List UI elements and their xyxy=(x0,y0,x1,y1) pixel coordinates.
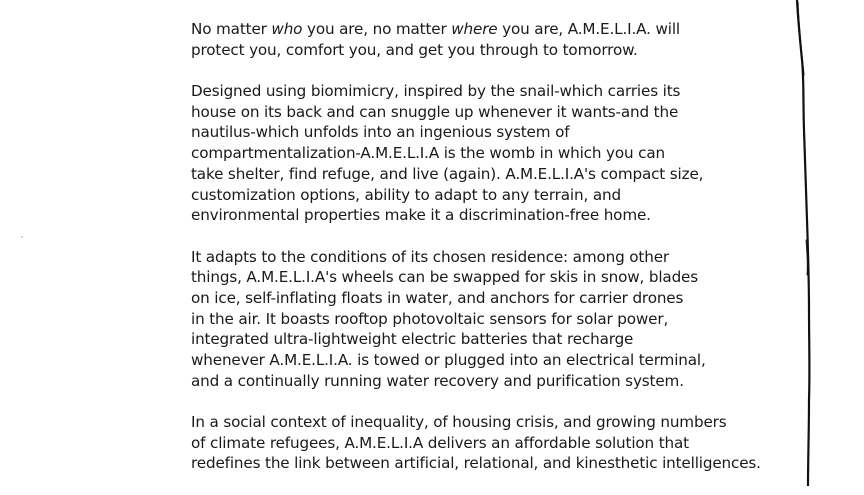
paragraph-line: take shelter, find refuge, and live (again). A.M.E.L.I.A's compact size, xyxy=(191,164,704,183)
body-text xyxy=(191,19,801,495)
paragraph-line: of climate refugees, A.M.E.L.I.A delivers an affordable solution that xyxy=(191,433,689,452)
intro-text: No matter xyxy=(191,20,272,38)
adaptation-paragraph xyxy=(191,247,801,392)
emphasis-who: who xyxy=(271,20,303,38)
intro-paragraph xyxy=(191,19,801,60)
paragraph-line: on ice, self-inflating floats in water, and anchors for carrier drones xyxy=(191,288,684,307)
intro-text: you are, no matter xyxy=(302,20,452,38)
intro-line-2: protect you, comfort you, and get you through to tomorrow. xyxy=(191,40,638,59)
paragraph-line: It adapts to the conditions of its chosen residence: among other xyxy=(191,247,669,266)
design-paragraph xyxy=(191,81,801,226)
paragraph-line: Designed using biomimicry, inspired by the snail-which carries its xyxy=(191,82,681,100)
paragraph-line: integrated ultra-lightweight electric batteries that recharge xyxy=(191,330,634,349)
intro-line-1 xyxy=(191,19,801,40)
paragraph-line: things, A.M.E.L.I.A's wheels can be swapped for skis in snow, blades xyxy=(191,268,699,287)
paragraph-line: redefines the link between artificial, relational, and kinesthetic intelligences. xyxy=(191,454,761,473)
paragraph-line: customization options, ability to adapt to any terrain, and xyxy=(191,185,621,204)
paragraph-line: nautilus-which unfolds into an ingenious system of xyxy=(191,123,570,142)
intro-text: you are, A.M.E.L.I.A. will xyxy=(497,20,680,38)
paragraph-line: house on its back and can snuggle up whenever it wants-and the xyxy=(191,102,679,121)
paragraph-line: compartmentalization-A.M.E.L.I.A is the womb in which you can xyxy=(191,144,665,163)
hand-drawn-edge-line xyxy=(786,0,826,486)
paragraph-line: environmental properties make it a discrimination-free home. xyxy=(191,206,651,225)
paragraph-line: In a social context of inequality, of housing crisis, and growing numbers xyxy=(191,413,727,432)
social-context-paragraph xyxy=(191,412,801,474)
stray-mark xyxy=(21,236,23,238)
paragraph-line: and a continually running water recovery and purification system. xyxy=(191,371,684,390)
paragraph-line: in the air. It boasts rooftop photovoltaic sensors for solar power, xyxy=(191,309,669,328)
emphasis-where: where xyxy=(451,20,498,38)
paragraph-line: whenever A.M.E.L.I.A. is towed or plugged into an electrical terminal, xyxy=(191,351,706,370)
